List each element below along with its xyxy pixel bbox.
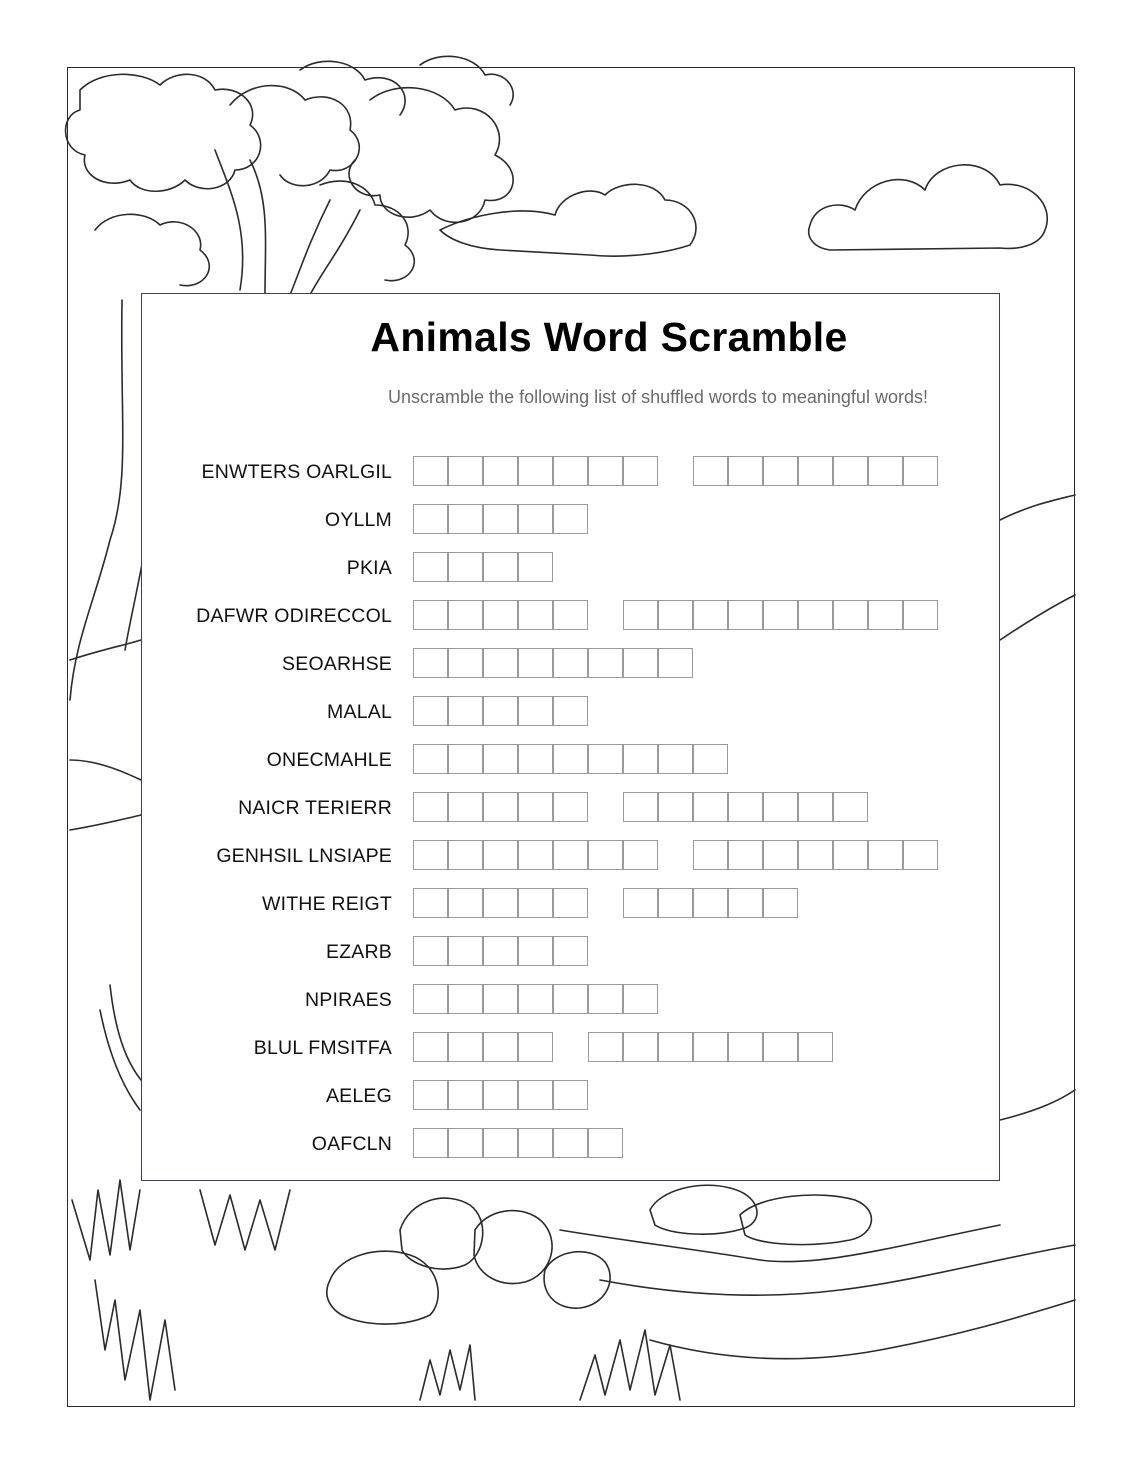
letter-box[interactable] <box>413 648 448 678</box>
letter-box[interactable] <box>658 1032 693 1062</box>
scrambled-word: NPIRAES <box>304 989 392 1011</box>
scrambled-word: ENWTERS OARLGIL <box>201 461 392 483</box>
letter-box[interactable] <box>868 456 903 486</box>
letter-box[interactable] <box>448 1128 483 1158</box>
scramble-row <box>142 935 999 969</box>
letter-box[interactable] <box>763 600 798 630</box>
letter-box[interactable] <box>553 984 588 1014</box>
letter-box[interactable] <box>448 1080 483 1110</box>
letter-box[interactable] <box>798 840 833 870</box>
letter-box[interactable] <box>553 1128 588 1158</box>
letter-box[interactable] <box>518 1032 553 1062</box>
letter-box[interactable] <box>518 696 553 726</box>
letter-box[interactable] <box>448 936 483 966</box>
letter-box[interactable] <box>483 1080 518 1110</box>
scramble-row <box>142 1079 999 1113</box>
letter-box[interactable] <box>728 456 763 486</box>
letter-box[interactable] <box>483 1128 518 1158</box>
scrambled-word: WITHE REIGT <box>261 893 392 915</box>
letter-box[interactable] <box>518 552 553 582</box>
letter-box[interactable] <box>518 744 553 774</box>
scramble-row <box>142 455 999 489</box>
scramble-row <box>142 1031 999 1065</box>
letter-box[interactable] <box>623 888 658 918</box>
letter-box[interactable] <box>798 1032 833 1062</box>
letter-box[interactable] <box>483 600 518 630</box>
letter-box[interactable] <box>658 648 693 678</box>
scrambled-word: BLUL FMSITFA <box>253 1037 392 1059</box>
letter-box[interactable] <box>728 888 763 918</box>
letter-box[interactable] <box>518 648 553 678</box>
scrambled-word: AELEG <box>325 1085 392 1107</box>
letter-box[interactable] <box>763 888 798 918</box>
letter-box[interactable] <box>553 696 588 726</box>
letter-box[interactable] <box>518 1128 553 1158</box>
letter-box[interactable] <box>588 984 623 1014</box>
letter-box[interactable] <box>588 1128 623 1158</box>
letter-box[interactable] <box>693 1032 728 1062</box>
letter-box[interactable] <box>728 840 763 870</box>
letter-box[interactable] <box>693 456 728 486</box>
letter-box[interactable] <box>413 936 448 966</box>
scrambled-word: OYLLM <box>324 509 392 531</box>
letter-box[interactable] <box>518 840 553 870</box>
letter-box[interactable] <box>448 1032 483 1062</box>
letter-box[interactable] <box>448 552 483 582</box>
letter-box[interactable] <box>483 504 518 534</box>
letter-box[interactable] <box>623 648 658 678</box>
letter-box[interactable] <box>728 600 763 630</box>
scrambled-word: ONECMAHLE <box>266 749 392 771</box>
letter-box[interactable] <box>553 840 588 870</box>
letter-box[interactable] <box>483 552 518 582</box>
letter-box[interactable] <box>518 984 553 1014</box>
letter-box[interactable] <box>903 456 938 486</box>
letter-box[interactable] <box>763 792 798 822</box>
letter-box[interactable] <box>623 792 658 822</box>
letter-box[interactable] <box>693 840 728 870</box>
scramble-row <box>142 983 999 1017</box>
scrambled-word: EZARB <box>325 941 392 963</box>
letter-box[interactable] <box>588 456 623 486</box>
letter-box[interactable] <box>588 744 623 774</box>
letter-box[interactable] <box>693 744 728 774</box>
letter-box[interactable] <box>903 600 938 630</box>
letter-box[interactable] <box>483 936 518 966</box>
letter-box[interactable] <box>518 456 553 486</box>
letter-box[interactable] <box>483 792 518 822</box>
letter-box[interactable] <box>448 504 483 534</box>
letter-box[interactable] <box>763 1032 798 1062</box>
scrambled-word: MALAL <box>327 701 392 723</box>
letter-box[interactable] <box>763 456 798 486</box>
letter-box[interactable] <box>553 744 588 774</box>
letter-box[interactable] <box>483 840 518 870</box>
letter-box[interactable] <box>623 456 658 486</box>
scramble-row <box>142 1127 999 1161</box>
scramble-row <box>142 599 999 633</box>
letter-box[interactable] <box>483 696 518 726</box>
scramble-row <box>142 791 999 825</box>
letter-box[interactable] <box>448 792 483 822</box>
scramble-row <box>142 647 999 681</box>
letter-box[interactable] <box>798 792 833 822</box>
worksheet-panel <box>141 293 1000 1181</box>
letter-box[interactable] <box>413 840 448 870</box>
letter-box[interactable] <box>658 888 693 918</box>
letter-box[interactable] <box>483 888 518 918</box>
scrambled-word: OAFCLN <box>311 1133 392 1155</box>
letter-box[interactable] <box>518 888 553 918</box>
scrambled-word: NAICR TERIERR <box>238 797 392 819</box>
scrambled-word: SEOARHSE <box>282 653 392 675</box>
letter-box[interactable] <box>413 984 448 1014</box>
scramble-row <box>142 839 999 873</box>
page-title: Animals Word Scramble <box>370 314 848 360</box>
scramble-row <box>142 887 999 921</box>
letter-box[interactable] <box>728 792 763 822</box>
letter-box[interactable] <box>728 1032 763 1062</box>
letter-box[interactable] <box>413 744 448 774</box>
letter-box[interactable] <box>658 744 693 774</box>
letter-box[interactable] <box>483 1032 518 1062</box>
letter-box[interactable] <box>623 600 658 630</box>
letter-box[interactable] <box>868 840 903 870</box>
letter-box[interactable] <box>868 600 903 630</box>
letter-box[interactable] <box>693 600 728 630</box>
letter-box[interactable] <box>623 840 658 870</box>
letter-box[interactable] <box>553 1080 588 1110</box>
letter-box[interactable] <box>553 504 588 534</box>
letter-box[interactable] <box>448 984 483 1014</box>
letter-box[interactable] <box>483 456 518 486</box>
letter-box[interactable] <box>798 456 833 486</box>
scramble-row <box>142 551 999 585</box>
scrambled-word: PKIA <box>346 557 392 579</box>
letter-box[interactable] <box>413 1032 448 1062</box>
letter-box[interactable] <box>413 792 448 822</box>
letter-box[interactable] <box>413 696 448 726</box>
instructions-text: Unscramble the following list of shuffled words to meaningful words! <box>388 387 928 407</box>
letter-box[interactable] <box>833 840 868 870</box>
letter-box[interactable] <box>448 840 483 870</box>
letter-box[interactable] <box>448 744 483 774</box>
letter-box[interactable] <box>553 888 588 918</box>
letter-box[interactable] <box>413 888 448 918</box>
scrambled-word: DAFWR ODIRECCOL <box>196 605 392 627</box>
scramble-row <box>142 503 999 537</box>
letter-box[interactable] <box>553 456 588 486</box>
letter-box[interactable] <box>553 600 588 630</box>
letter-box[interactable] <box>448 648 483 678</box>
letter-box[interactable] <box>623 1032 658 1062</box>
letter-box[interactable] <box>413 600 448 630</box>
letter-box[interactable] <box>518 504 553 534</box>
letter-box[interactable] <box>763 840 798 870</box>
letter-box[interactable] <box>413 552 448 582</box>
letter-box[interactable] <box>413 1080 448 1110</box>
letter-box[interactable] <box>833 456 868 486</box>
letter-box[interactable] <box>483 744 518 774</box>
letter-box[interactable] <box>833 600 868 630</box>
letter-box[interactable] <box>553 936 588 966</box>
letter-box[interactable] <box>658 792 693 822</box>
letter-box[interactable] <box>798 600 833 630</box>
letter-box[interactable] <box>483 648 518 678</box>
letter-box[interactable] <box>623 744 658 774</box>
letter-box[interactable] <box>588 840 623 870</box>
letter-box[interactable] <box>553 648 588 678</box>
letter-box[interactable] <box>518 1080 553 1110</box>
letter-box[interactable] <box>553 792 588 822</box>
letter-box[interactable] <box>413 1128 448 1158</box>
letter-box[interactable] <box>483 984 518 1014</box>
letter-box[interactable] <box>448 888 483 918</box>
letter-box[interactable] <box>588 648 623 678</box>
scramble-row <box>142 743 999 777</box>
letter-box[interactable] <box>693 888 728 918</box>
letter-box[interactable] <box>658 600 693 630</box>
letter-box[interactable] <box>833 792 868 822</box>
letter-box[interactable] <box>903 840 938 870</box>
letter-box[interactable] <box>448 696 483 726</box>
letter-box[interactable] <box>518 792 553 822</box>
letter-box[interactable] <box>413 456 448 486</box>
letter-box[interactable] <box>448 600 483 630</box>
letter-box[interactable] <box>518 600 553 630</box>
letter-box[interactable] <box>413 504 448 534</box>
letter-box[interactable] <box>693 792 728 822</box>
scramble-row <box>142 695 999 729</box>
scrambled-word: GENHSIL LNSIAPE <box>216 845 392 867</box>
letter-box[interactable] <box>448 456 483 486</box>
letter-box[interactable] <box>623 984 658 1014</box>
letter-box[interactable] <box>518 936 553 966</box>
letter-box[interactable] <box>588 1032 623 1062</box>
